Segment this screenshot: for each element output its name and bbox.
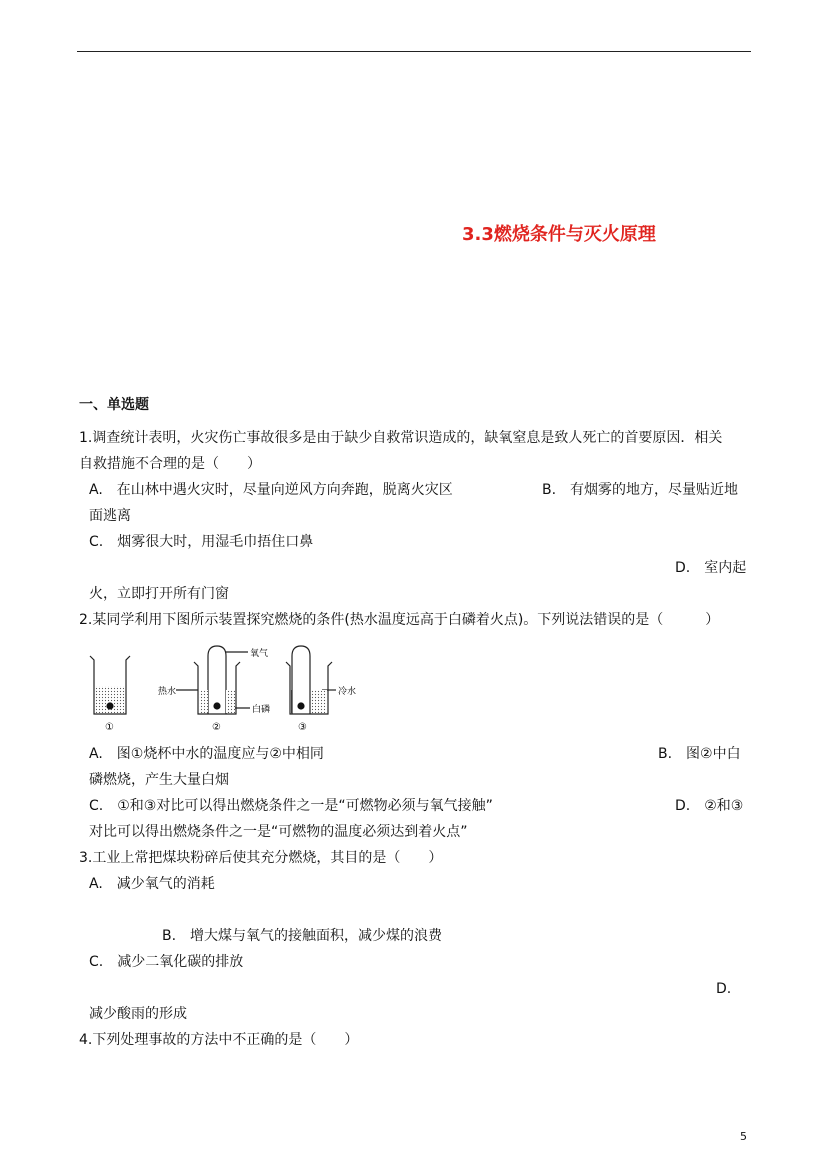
white-phosphorus-3 bbox=[297, 702, 304, 709]
q1-option-b-line2: 面逃离 bbox=[89, 508, 131, 524]
page-number: 5 bbox=[740, 1130, 747, 1143]
q3-option-d-label: D. bbox=[716, 981, 732, 997]
q1-option-d-line2: 火，立即打开所有门窗 bbox=[89, 586, 229, 602]
white-phosphorus-2 bbox=[213, 702, 220, 709]
q2-option-b-line1: B. 图②中白 bbox=[658, 746, 741, 762]
label-oxygen: 氧气 bbox=[250, 649, 269, 659]
q2-option-c: C. ①和③对比可以得出燃烧条件之一是“可燃物必须与氧气接触” bbox=[89, 798, 493, 814]
q2-stem: 2.某同学利用下图所示装置探究燃烧的条件(热水温度远高于白磷着火点)。下列说法错误的是（ ） bbox=[79, 612, 720, 628]
figure-number-3: ③ bbox=[298, 722, 307, 733]
q3-option-d-text: 减少酸雨的形成 bbox=[89, 1006, 187, 1022]
q3-option-c: C. 减少二氧化碳的排放 bbox=[89, 954, 244, 970]
q1-option-c: C. 烟雾很大时，用湿毛巾捂住口鼻 bbox=[89, 534, 314, 550]
q2-option-d-line2: 对比可以得出燃烧条件之一是“可燃物的温度必须达到着火点” bbox=[89, 824, 468, 840]
q1-stem-line1: 1.调查统计表明，火灾伤亡事故很多是由于缺少自救常识造成的，缺氧窒息是致人死亡的首要原因．相关 bbox=[79, 430, 723, 446]
water-3 bbox=[311, 690, 327, 713]
figure-number-2: ② bbox=[212, 722, 221, 733]
q3-option-b: B. 增大煤与氧气的接触面积，减少煤的浪费 bbox=[162, 928, 443, 944]
q3-stem: 3.工业上常把煤块粉碎后使其充分燃烧，其目的是（ ） bbox=[79, 850, 443, 866]
q1-option-b-line1: B. 有烟雾的地方，尽量贴近地 bbox=[542, 482, 739, 498]
q1-stem-line2: 自救措施不合理的是（ ） bbox=[79, 456, 261, 472]
q1-option-a: A. 在山林中遇火灾时，尽量向逆风方向奔跑，脱离火灾区 bbox=[89, 482, 453, 498]
q3-option-a: A. 减少氧气的消耗 bbox=[89, 876, 215, 892]
q1-option-d-line1: D. 室内起 bbox=[675, 560, 747, 576]
figure-number-1: ① bbox=[105, 722, 114, 733]
white-phosphorus-1 bbox=[106, 702, 113, 709]
water-2-right bbox=[226, 690, 235, 713]
water-2-left bbox=[199, 690, 208, 713]
label-cold-water: 冷水 bbox=[338, 687, 357, 697]
document-title: 3.3燃烧条件与灭火原理 bbox=[462, 224, 656, 245]
q2-option-a: A. 图①烧杯中水的温度应与②中相同 bbox=[89, 746, 324, 762]
section-heading: 一、单选题 bbox=[79, 397, 149, 413]
q2-option-b-line2: 磷燃烧，产生大量白烟 bbox=[89, 772, 229, 788]
header-rule bbox=[77, 51, 751, 52]
experiment-figure bbox=[86, 642, 376, 734]
label-white-phosphorus: 白磷 bbox=[252, 705, 271, 715]
label-hot-water: 热水 bbox=[158, 687, 177, 697]
q4-stem: 4.下列处理事故的方法中不正确的是（ ） bbox=[79, 1032, 359, 1048]
q2-option-d-line1: D. ②和③ bbox=[675, 798, 744, 814]
